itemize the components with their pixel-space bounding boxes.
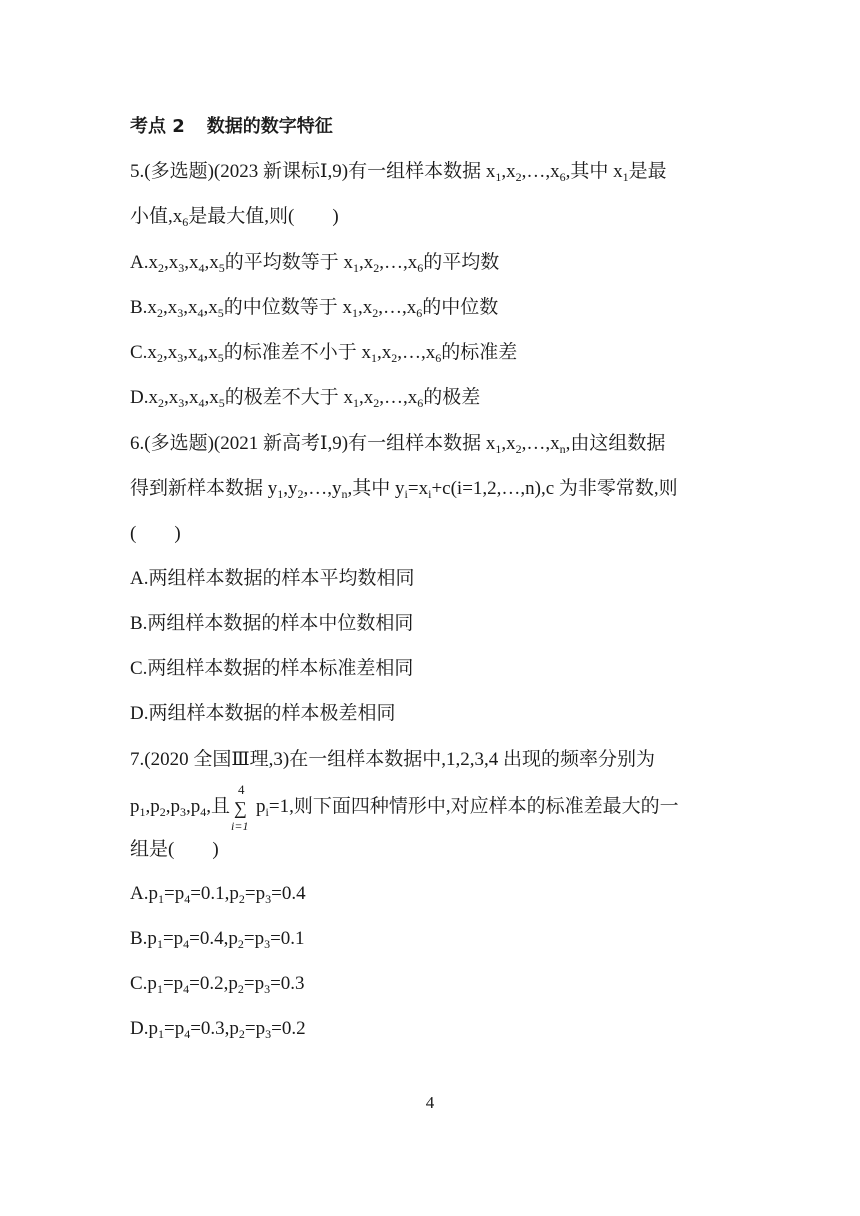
q7-option-a[interactable] [130,882,306,906]
text: ,x [359,387,374,408]
text: x [338,252,353,273]
subscript: 2 [238,1027,245,1041]
text: =0.2,p [189,973,238,994]
subscript: 3 [264,982,271,996]
text: =p [163,883,185,904]
subscript: 1 [370,351,377,365]
text: ) [332,206,339,227]
sigma-glyph: ∑ [234,797,247,818]
text: ,由这组数据 [565,433,666,454]
q7-option-c[interactable] [130,972,305,996]
section-title: 数据的数字特征 [206,116,333,137]
text: 的中位数等于 [223,297,338,318]
text: =0.3,p [190,1018,239,1039]
subscript: 1 [157,1027,164,1041]
text: ,…,x [378,297,417,318]
text: x [356,342,371,363]
subscript: 1 [495,442,502,456]
subscript: 4 [183,982,190,996]
text: =x [407,478,429,499]
subscript: 3 [178,261,185,275]
subscript: 3 [178,396,185,410]
text: ,x [162,342,178,363]
subscript: 4 [183,937,190,951]
subscript: 5 [218,261,225,275]
q5-stem-line-2 [130,205,339,229]
q7-option-d[interactable] [130,1017,306,1041]
text: ,x [357,297,373,318]
subscript: 5 [217,351,224,365]
subscript: 2 [238,892,245,906]
text: p [130,796,140,817]
text: 得到新样本数据 y [130,478,278,499]
text: =0.3 [270,973,305,994]
summation-symbol [231,781,255,833]
text: ,…,x [521,161,560,182]
text: 的中位数 [422,297,499,318]
sum-upper-limit: 4 [238,781,245,797]
subscript: 3 [264,937,271,951]
text: D.x [130,387,158,408]
text: 组是( [130,839,175,860]
text: =p [243,973,265,994]
subscript: 2 [373,261,380,275]
text: 的平均数 [423,252,500,273]
text: 的极差不大于 [224,387,339,408]
subscript: 6 [416,306,423,320]
subscript: 6 [417,396,424,410]
q5-option-b[interactable] [130,296,498,320]
subscript: 1 [353,396,359,410]
subscript: i [265,805,269,819]
text: 的平均数等于 [224,252,339,273]
q6-option-d[interactable]: D.两组样本数据的样本极差相同 [130,703,396,724]
q6-option-a[interactable]: A.两组样本数据的样本平均数相同 [130,568,415,589]
text: 是最 [628,161,667,182]
text: 的标准差不小于 [223,342,357,363]
text: =p [243,928,265,949]
q5-stem-line-1 [130,160,667,184]
subscript: 6 [417,261,424,275]
q7-stem-line-2 [130,781,679,833]
text: ,x [359,252,374,273]
text: ,…,x [521,433,560,454]
text: =p [162,973,184,994]
subscript: 2 [391,351,398,365]
text: ,x [184,252,199,273]
subscript: n [559,442,566,456]
subscript: 5 [217,306,224,320]
section-heading [130,115,333,139]
text: x [338,387,353,408]
page-number: 4 [425,1093,435,1112]
text: C.x [130,342,157,363]
text: 小值,x [130,206,183,227]
text: =1,则下面四种情形中,对应样本的标准差最大的一 [268,796,679,817]
subscript: 3 [180,805,186,819]
text: ,…,x [397,342,436,363]
subscript: 3 [265,892,272,906]
subscript: 2 [515,170,522,184]
text: =0.1,p [190,883,239,904]
subscript: 2 [159,805,166,819]
subscript: 6 [182,215,189,229]
subscript: 2 [373,396,380,410]
q6-stem-line-3 [130,522,181,546]
q6-stem-line-1 [130,432,665,456]
subscript: 4 [200,805,207,819]
subscript: 1 [622,170,629,184]
text: 的标准差 [441,342,518,363]
text: 5.(多选题)(2023 新课标Ⅰ,9)有一组样本数据 x [130,161,496,182]
q6-option-b[interactable]: B.两组样本数据的样本中位数相同 [130,613,414,634]
subscript: 4 [184,892,191,906]
text: ,x [183,342,198,363]
q5-option-c[interactable] [130,341,517,365]
text: ,p [186,796,201,817]
text: ,x [204,387,219,408]
text: ,x [163,387,179,408]
text: ,y [283,478,298,499]
text: ) [174,523,181,544]
text: A.p [130,883,158,904]
text: =p [244,883,266,904]
q7-stem-line-3 [130,838,219,862]
text: ) [212,839,219,860]
subscript: 2 [237,937,244,951]
subscript: 1 [157,892,164,906]
subscript: 1 [156,982,163,996]
subscript: 3 [177,306,184,320]
subscript: 2 [157,396,164,410]
subscript: 3 [265,1027,272,1041]
q6-option-c[interactable]: C.两组样本数据的样本标准差相同 [130,658,414,679]
text: B.x [130,297,157,318]
subscript: 2 [372,306,379,320]
section-label: 考点 2 [130,116,185,137]
q5-option-a[interactable] [130,251,499,275]
text: ,…,x [379,252,418,273]
subscript: 2 [515,442,522,456]
text: ,x [184,387,199,408]
text: ,x [162,297,178,318]
subscript: 3 [177,351,184,365]
text: =p [162,928,184,949]
q5-option-d[interactable] [130,386,480,410]
subscript: 1 [351,306,358,320]
subscript: 1 [139,805,146,819]
q6-stem-line-2 [130,477,678,501]
subscript: 4 [197,306,204,320]
subscript: 5 [218,396,225,410]
text: D.p [130,1018,158,1039]
text: ,其中 y [347,478,405,499]
subscript: 6 [559,170,566,184]
subscript: 2 [297,487,304,501]
text: =0.1 [270,928,305,949]
subscript: i [404,487,408,501]
text: 是最大值,则( [188,206,295,227]
text: C.p [130,973,157,994]
text: ,…,y [303,478,342,499]
text: x [337,297,352,318]
subscript: 6 [435,351,442,365]
subscript: 4 [184,1027,191,1041]
text: =0.2 [271,1018,306,1039]
subscript: 2 [156,351,163,365]
text: ,…,x [379,387,418,408]
text: ( [130,523,137,544]
text: ,p [165,796,180,817]
text: ,x [203,297,218,318]
subscript: 1 [495,170,502,184]
text: ,p [145,796,160,817]
text: ,x [163,252,179,273]
text: A.x [130,252,158,273]
text: =p [244,1018,266,1039]
subscript: 2 [237,982,244,996]
text: =0.4,p [189,928,238,949]
text: =p [163,1018,185,1039]
subscript: 1 [156,937,163,951]
subscript: 1 [353,261,359,275]
subscript: n [341,487,348,501]
text: ,其中 x [565,161,623,182]
subscript: 4 [198,396,205,410]
text: 的极差 [423,387,481,408]
text: B.p [130,928,157,949]
q7-stem-line-1: 7.(2020 全国Ⅲ理,3)在一组样本数据中,1,2,3,4 出现的频率分别为 [130,749,655,770]
subscript: 2 [157,261,164,275]
text: 6.(多选题)(2021 新高考Ⅰ,9)有一组样本数据 x [130,433,496,454]
text: =0.4 [271,883,306,904]
text: ,x [183,297,198,318]
text: ,x [204,252,219,273]
subscript: 4 [197,351,204,365]
sum-lower-limit: i=1 [231,818,249,833]
subscript: 2 [156,306,163,320]
subscript: i [428,487,432,501]
text: ,x [501,433,516,454]
text: ,x [203,342,218,363]
text: ,x [501,161,516,182]
text: ,且 [206,796,231,817]
subscript: 4 [198,261,205,275]
text: ,x [376,342,392,363]
q7-option-b[interactable] [130,927,305,951]
text: +c(i=1,2,…,n),c 为非零常数,则 [431,478,678,499]
text: p [256,796,266,817]
subscript: 1 [277,487,284,501]
